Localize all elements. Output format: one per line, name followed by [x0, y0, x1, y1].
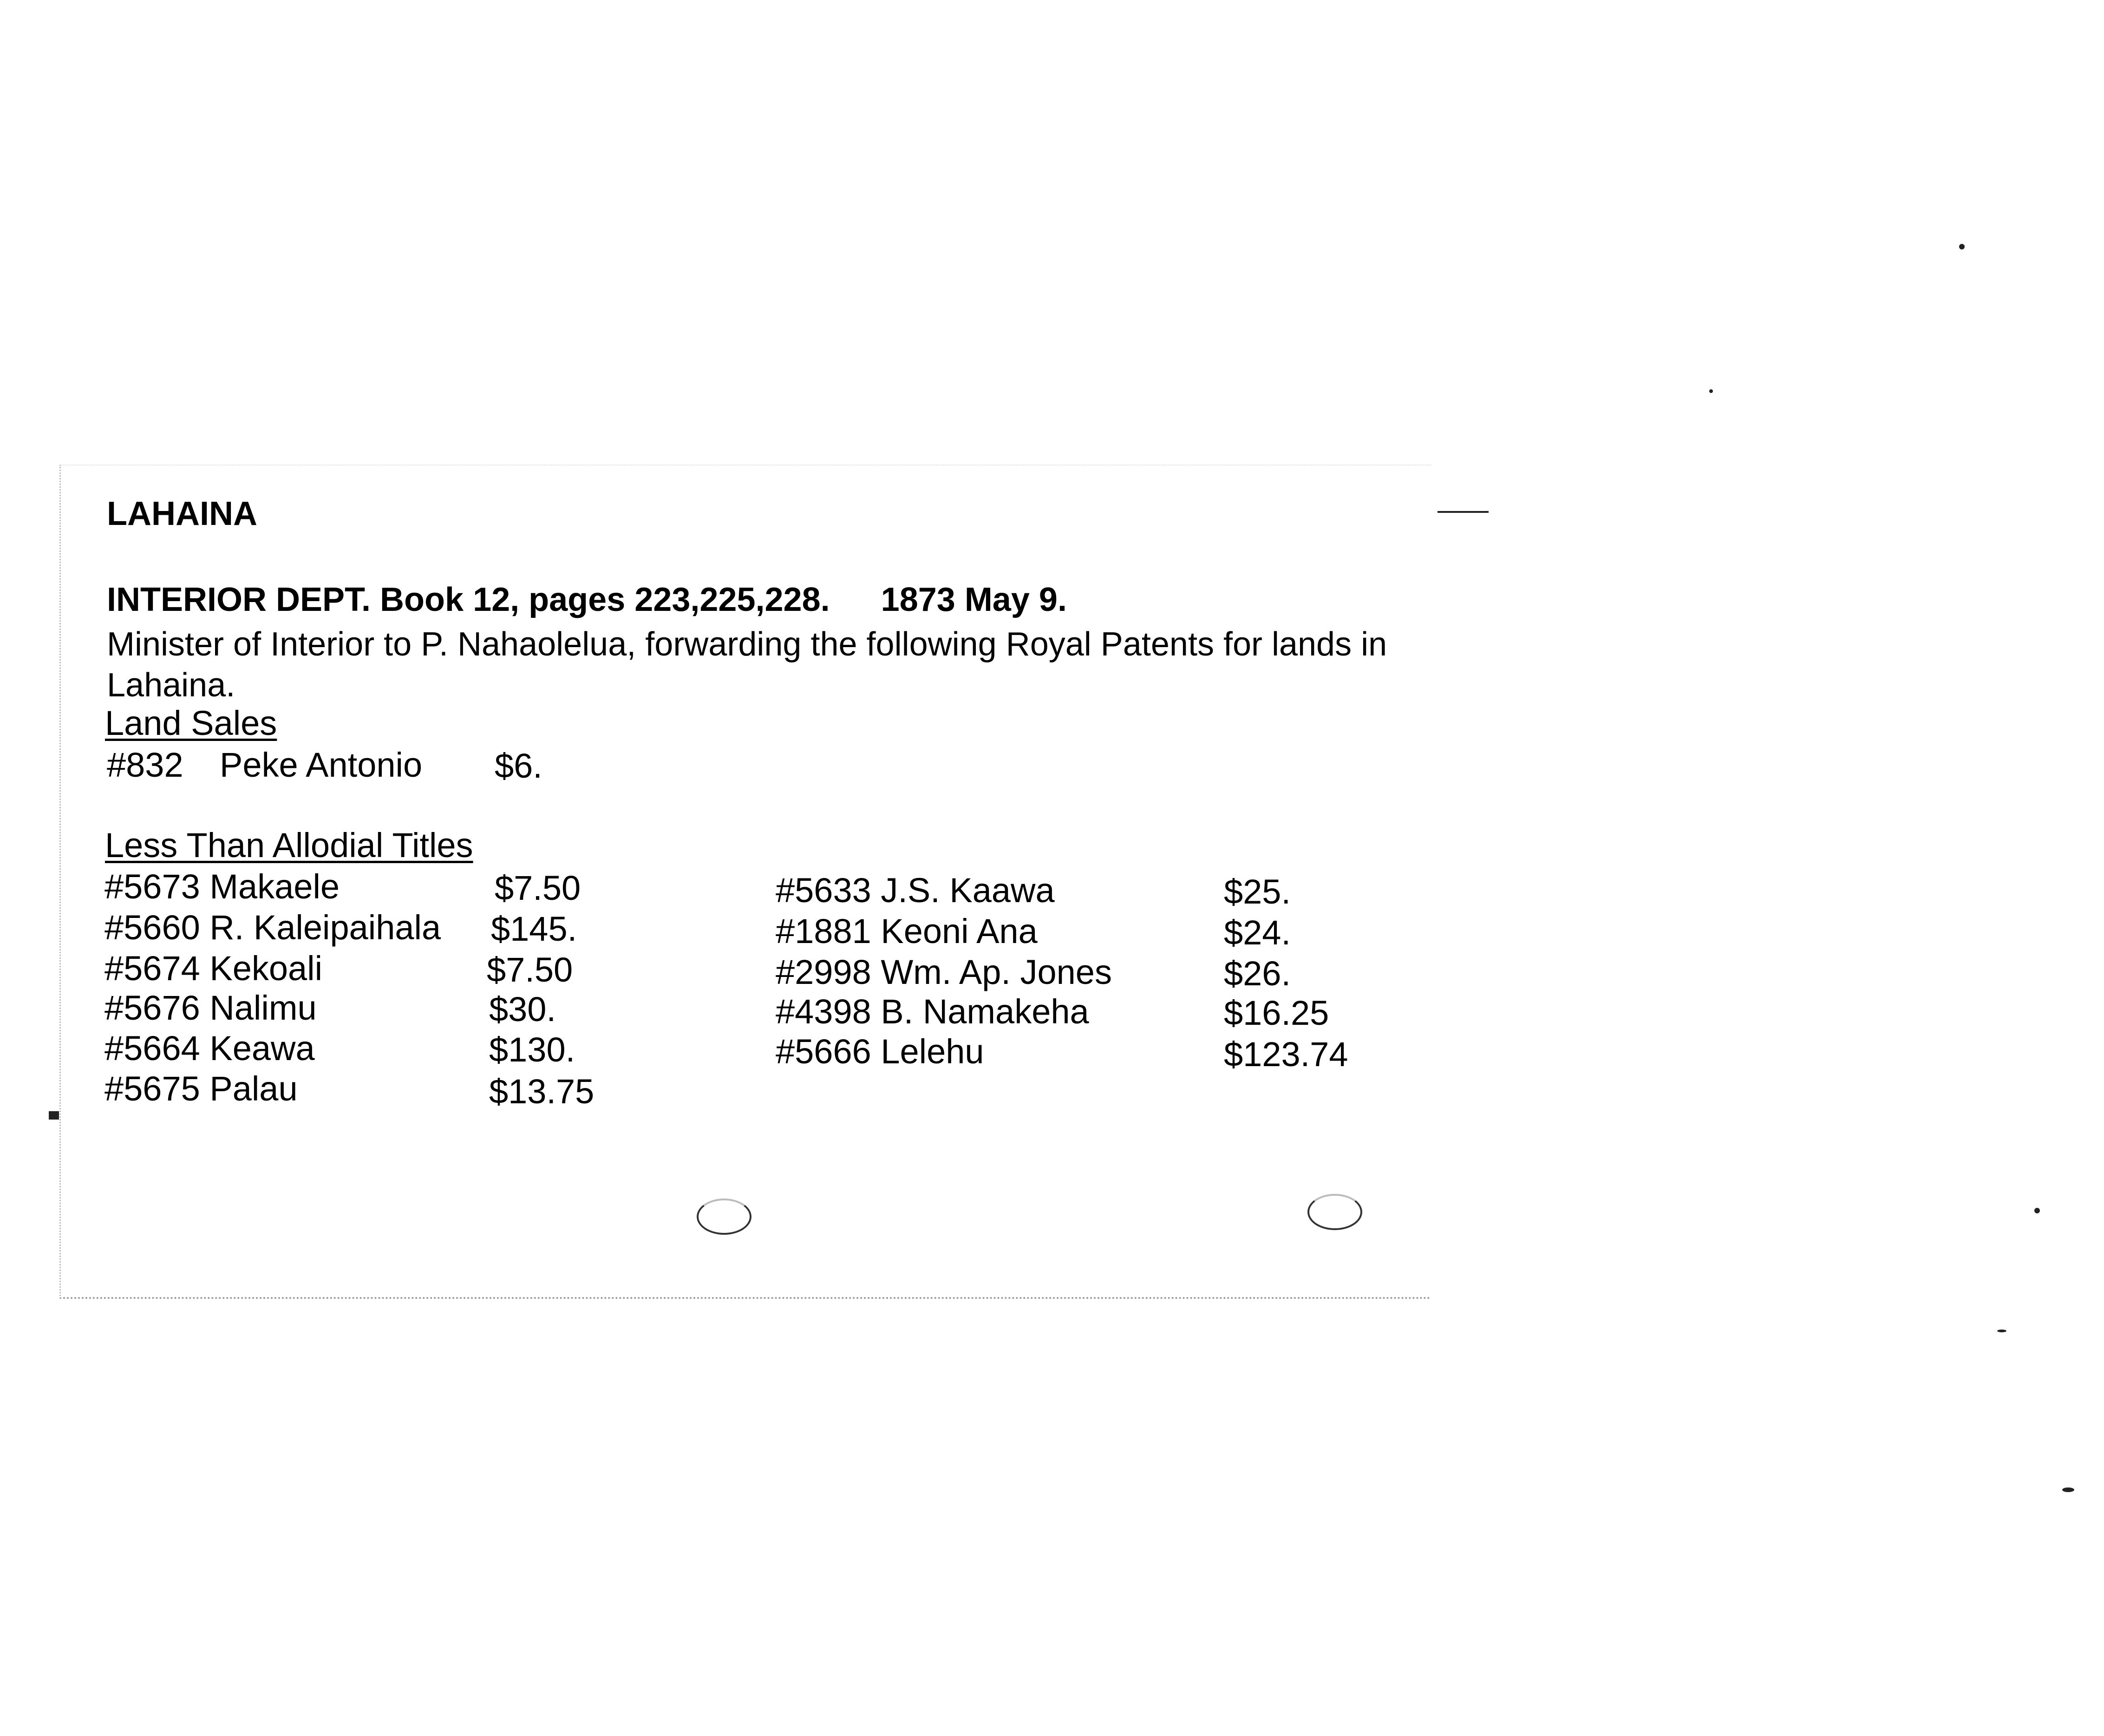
allodial-right-amount: $123.74: [1224, 1035, 1348, 1074]
scan-mark: [49, 1111, 59, 1120]
scan-speck: [2034, 1208, 2040, 1213]
allodial-left-amount: $145.: [491, 910, 577, 948]
allodial-right-entry: #1881 Keoni Ana: [776, 912, 1038, 950]
allodial-left-amount: $7.50: [495, 869, 581, 907]
punch-hole-mark: [1307, 1194, 1362, 1230]
allodial-right-amount: $16.25: [1224, 994, 1329, 1032]
entry-header: [107, 583, 1067, 616]
land-sale-name: Peke Antonio: [220, 746, 423, 784]
entry-date: 1873 May 9.: [881, 581, 1067, 618]
land-sales-label: Land Sales: [105, 704, 277, 742]
allodial-left-entry: #5664 Keawa: [105, 1029, 315, 1068]
allodial-titles-label: Less Than Allodial Titles: [105, 826, 473, 865]
allodial-left-entry: #5675 Palau: [105, 1069, 298, 1108]
allodial-right-amount: $24.: [1224, 913, 1291, 952]
land-sale-number: #832: [107, 746, 183, 784]
punch-hole-mark: [697, 1199, 751, 1235]
allodial-left-entry: #5676 Nalimu: [105, 989, 317, 1027]
allodial-right-amount: $25.: [1224, 872, 1291, 911]
allodial-left-amount: $30.: [489, 990, 556, 1028]
place-heading: LAHAINA: [107, 495, 257, 532]
entry-body: Minister of Interior to P. Nahaolelua, forwarding the following Royal Patents for lands in Lahaina.: [107, 626, 1387, 704]
entry-title: INTERIOR DEPT. Book 12, pages 223,225,228.: [107, 581, 830, 618]
land-sale-amount: $6.: [495, 747, 542, 785]
allodial-left-entry: #5660 R. Kaleipaihala: [105, 908, 441, 947]
allodial-right-entry: #2998 Wm. Ap. Jones: [776, 953, 1112, 991]
scan-speck: [1709, 389, 1713, 393]
allodial-left-amount: $13.75: [489, 1072, 595, 1111]
scan-speck: [1997, 1330, 2006, 1332]
allodial-left-entry: #5673 Makaele: [105, 867, 340, 906]
allodial-right-entry: #5633 J.S. Kaawa: [776, 871, 1055, 910]
scan-speck: [2062, 1487, 2074, 1492]
allodial-right-amount: $26.: [1224, 954, 1291, 993]
scan-speck: [1959, 244, 1965, 249]
allodial-left-entry: #5674 Kekoali: [105, 949, 323, 988]
allodial-left-amount: $130.: [489, 1030, 575, 1069]
scan-mark: [1438, 511, 1489, 513]
allodial-right-entry: #5666 Lelehu: [776, 1032, 984, 1071]
allodial-right-entry: #4398 B. Namakeha: [776, 992, 1089, 1031]
allodial-left-amount: $7.50: [487, 950, 573, 989]
